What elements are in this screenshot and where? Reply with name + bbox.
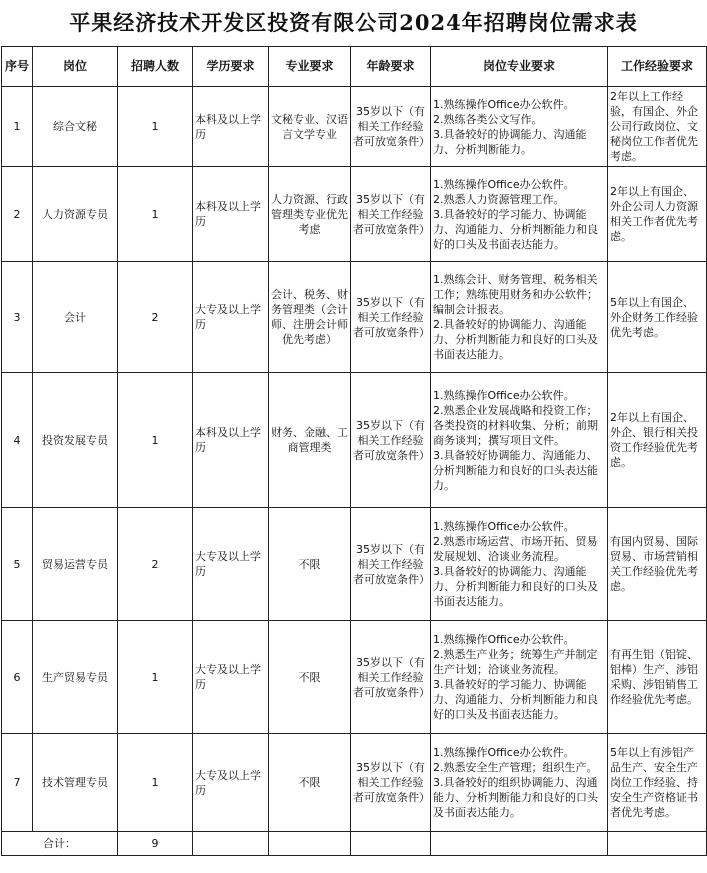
cell-education: 本科及以上学历: [193, 87, 269, 167]
cell-skills: 1.熟练操作Office办公软件。 2.熟悉市场运营、市场开拓、贸易发展规划、洽谈业务流程。 3.具备较好的协调能力、沟通能力、分析判断能力和良好的口头及书面表达能力。: [431, 508, 608, 621]
table-row: [2, 167, 707, 262]
cell-count: 2: [118, 508, 193, 621]
empty-cell: [431, 832, 608, 856]
cell-no: 6: [2, 621, 33, 734]
table-row: [2, 734, 707, 832]
cell-skills: 1.熟练操作Office办公软件。 2.熟练各类公文写作。 3.具备较好的协调能力、沟通能力、分析判断能力。: [431, 87, 608, 167]
header-skills: 岗位专业要求: [431, 47, 608, 87]
cell-age: 35岁以下（有相关工作经验者可放宽条件）: [351, 167, 431, 262]
cell-experience: 2年以上有国企、外企、银行相关投资工作经验优先考虑。: [608, 373, 707, 508]
cell-position: 人力资源专员: [33, 167, 118, 262]
cell-experience: 有再生铝（铝锭、铝棒）生产、涉铝采购、涉铝销售工作经验优先考虑。: [608, 621, 707, 734]
cell-no: 5: [2, 508, 33, 621]
empty-cell: [351, 832, 431, 856]
table-row: [2, 262, 707, 373]
cell-education: 大专及以上学历: [193, 734, 269, 832]
cell-major: 会计、税务、财务管理类（会计师、注册会计师优先考虑）: [269, 262, 351, 373]
cell-skills: 1.熟练会计、财务管理、税务相关工作；熟练使用财务和办公软件；编制会计报表。 2.具备较好的协调能力、沟通能力、分析判断能力和良好的口头及书面表达能力。: [431, 262, 608, 373]
cell-position: 生产贸易专员: [33, 621, 118, 734]
cell-experience: 有国内贸易、国际贸易、市场营销相关工作经验优先考虑。: [608, 508, 707, 621]
cell-no: 3: [2, 262, 33, 373]
header-no: 序号: [2, 47, 33, 87]
cell-age: 35岁以下（有相关工作经验者可放宽条件）: [351, 508, 431, 621]
header-education: 学历要求: [193, 47, 269, 87]
recruitment-table: [1, 46, 707, 856]
cell-major: 人力资源、行政管理类专业优先考虑: [269, 167, 351, 262]
cell-age: 35岁以下（有相关工作经验者可放宽条件）: [351, 734, 431, 832]
cell-major: 财务、金融、工商管理类: [269, 373, 351, 508]
cell-count: 1: [118, 87, 193, 167]
cell-experience: 5年以上有国企、外企财务工作经验优先考虑。: [608, 262, 707, 373]
cell-skills: 1.熟练操作Office办公软件。 2.熟悉企业发展战略和投资工作；各类投资的材料收集、分析；前期商务谈判；撰写项目文件。 3.具备较好协调能力、沟通能力、分析判断能力和良好的口头表达能力。: [431, 373, 608, 508]
cell-age: 35岁以下（有相关工作经验者可放宽条件）: [351, 87, 431, 167]
cell-position: 会计: [33, 262, 118, 373]
header-major: 专业要求: [269, 47, 351, 87]
cell-position: 技术管理专员: [33, 734, 118, 832]
table-row: [2, 373, 707, 508]
total-value: 9: [118, 832, 193, 856]
cell-no: 4: [2, 373, 33, 508]
cell-major: 不限: [269, 621, 351, 734]
cell-education: 本科及以上学历: [193, 373, 269, 508]
cell-no: 7: [2, 734, 33, 832]
header-experience: 工作经验要求: [608, 47, 707, 87]
empty-cell: [608, 832, 707, 856]
cell-experience: 5年以上有涉铝产品生产、安全生产岗位工作经验、持安全生产资格证书者优先考虑。: [608, 734, 707, 832]
empty-cell: [269, 832, 351, 856]
cell-no: 2: [2, 167, 33, 262]
page-title: 平果经济技术开发区投资有限公司2024年招聘岗位需求表: [69, 10, 638, 35]
cell-skills: 1.熟练操作Office办公软件。 2.熟悉人力资源管理工作。 3.具备较好的学习能力、协调能力、沟通能力、分析判断能力和良好的口头及书面表达能力。: [431, 167, 608, 262]
header-age: 年龄要求: [351, 47, 431, 87]
table-row: [2, 508, 707, 621]
cell-count: 1: [118, 167, 193, 262]
cell-education: 大专及以上学历: [193, 621, 269, 734]
cell-no: 1: [2, 87, 33, 167]
cell-count: 1: [118, 373, 193, 508]
cell-skills: 1.熟练操作Office办公软件。 2.熟悉安全生产管理；组织生产。 3.具备较好的组织协调能力、沟通能力、分析判断能力和良好的口头及书面表达能力。: [431, 734, 608, 832]
total-row: [2, 832, 707, 856]
cell-count: 2: [118, 262, 193, 373]
cell-count: 1: [118, 734, 193, 832]
table-row: [2, 87, 707, 167]
cell-count: 1: [118, 621, 193, 734]
cell-major: 不限: [269, 508, 351, 621]
cell-age: 35岁以下（有相关工作经验者可放宽条件）: [351, 373, 431, 508]
cell-experience: 2年以上有国企、外企公司人力资源相关工作者优先考虑。: [608, 167, 707, 262]
cell-major: 文秘专业、汉语言文学专业: [269, 87, 351, 167]
cell-age: 35岁以下（有相关工作经验者可放宽条件）: [351, 621, 431, 734]
header-position: 岗位: [33, 47, 118, 87]
cell-major: 不限: [269, 734, 351, 832]
cell-skills: 1.熟练操作Office办公软件。 2.熟悉生产业务；统筹生产并制定生产计划；洽谈业务流程。 3.具备较好的学习能力、协调能力、沟通能力、分析判断能力和良好的口头及书面表达能力。: [431, 621, 608, 734]
cell-experience: 2年以上工作经验，有国企、外企公司行政岗位、文秘岗位工作者优先考虑。: [608, 87, 707, 167]
cell-position: 综合文秘: [33, 87, 118, 167]
table-row: [2, 621, 707, 734]
cell-position: 投资发展专员: [33, 373, 118, 508]
empty-cell: [193, 832, 269, 856]
cell-education: 大专及以上学历: [193, 508, 269, 621]
cell-education: 大专及以上学历: [193, 262, 269, 373]
total-label: 合计：: [2, 832, 118, 856]
header-row: [2, 47, 707, 87]
cell-age: 35岁以下（有相关工作经验者可放宽条件）: [351, 262, 431, 373]
cell-education: 本科及以上学历: [193, 167, 269, 262]
header-count: 招聘人数: [118, 47, 193, 87]
cell-position: 贸易运营专员: [33, 508, 118, 621]
